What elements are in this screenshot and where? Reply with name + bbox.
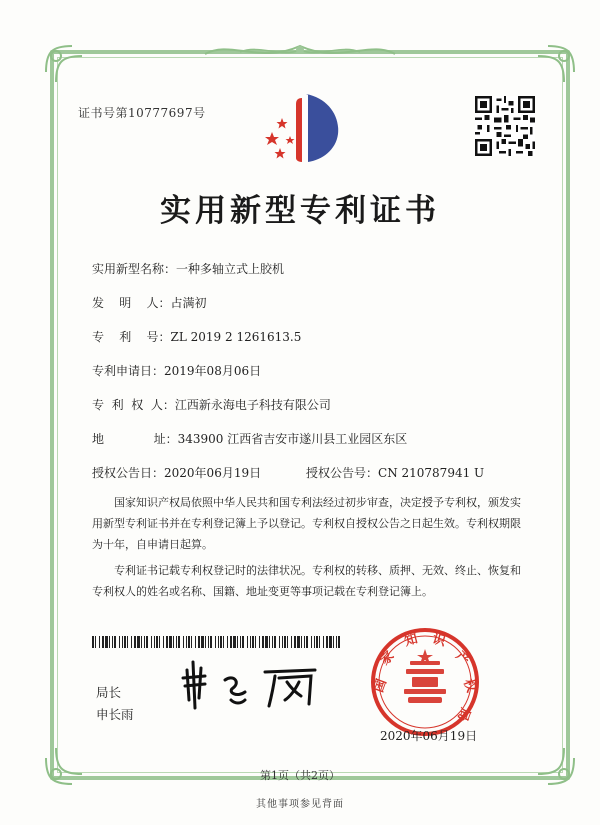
field-value: CN 210787941 U [378,466,485,480]
field-utility-model-name [92,260,284,277]
field-address [92,430,407,447]
field-value: 一种多轴立式上胶机 [176,262,285,276]
field-label: 授权公告号： [306,466,379,480]
field-label: 发 明 人： [92,296,171,310]
field-label: 专 利 号： [92,330,171,344]
footer-note: 其他事项参见背面 [256,799,344,810]
field-label: 授权公告日： [92,466,165,480]
handwritten-signature [175,660,325,710]
field-value: 2019年08月06日 [164,364,262,378]
field-patentee [92,396,331,413]
svg-text:局: 局 [454,705,473,723]
svg-text:产: 产 [452,648,473,669]
svg-text:识: 识 [430,631,448,650]
patent-office-emblem-icon [258,88,350,168]
certificate-number: 证书号第10777697号 [78,106,206,120]
field-value: 2020年06月19日 [164,466,262,480]
qr-code-icon [475,96,535,156]
field-value: 占满初 [170,296,207,310]
official-seal-stamp [360,625,490,740]
svg-text:知: 知 [402,631,420,650]
svg-text:家: 家 [377,648,398,669]
field-value: ZL 2019 2 1261613.5 [170,330,302,344]
barcode-icon [92,636,342,648]
corner-ornament-top-right [518,42,578,102]
field-grant-number [306,464,484,481]
field-label: 实用新型名称： [92,262,177,276]
grant-statement-paragraph: 国家知识产权局依照中华人民共和国专利法经过初步审查，决定授予专利权，颁发实用新型专利证书并在专利登记簿上予以登记。专利权自授权公告之日起生效。专利权期限为十年，自申请日起算。 [92,496,521,551]
signatory-name: 申长雨 [96,707,134,722]
corner-ornament-top-left [42,42,102,102]
seal-date: 2020年06月19日 [380,729,478,743]
field-grant-date [92,464,261,481]
field-application-date [92,362,261,379]
page-number: 第1页（共2页） [260,769,340,782]
field-patent-number [92,328,301,345]
field-label: 专利申请日： [92,364,165,378]
signatory-title: 局长 [96,685,122,700]
field-inventor [92,294,207,311]
certificate-title: 实用新型专利证书 [160,193,440,229]
top-flourish-ornament [200,40,400,64]
field-value: 江西新永海电子科技有限公司 [174,398,331,412]
field-label: 地 址： [92,432,178,446]
svg-text:国: 国 [371,677,390,695]
field-value: 343900 江西省吉安市遂川县工业园区东区 [177,432,408,446]
svg-text:权: 权 [460,677,479,695]
legal-status-paragraph: 专利证书记载专利权登记时的法律状况。专利权的转移、质押、无效、终止、恢复和专利权人的姓名或名称、国籍、地址变更等事项记载在专利登记簿上。 [92,564,521,598]
field-label: 专 利 权 人： [92,398,175,412]
